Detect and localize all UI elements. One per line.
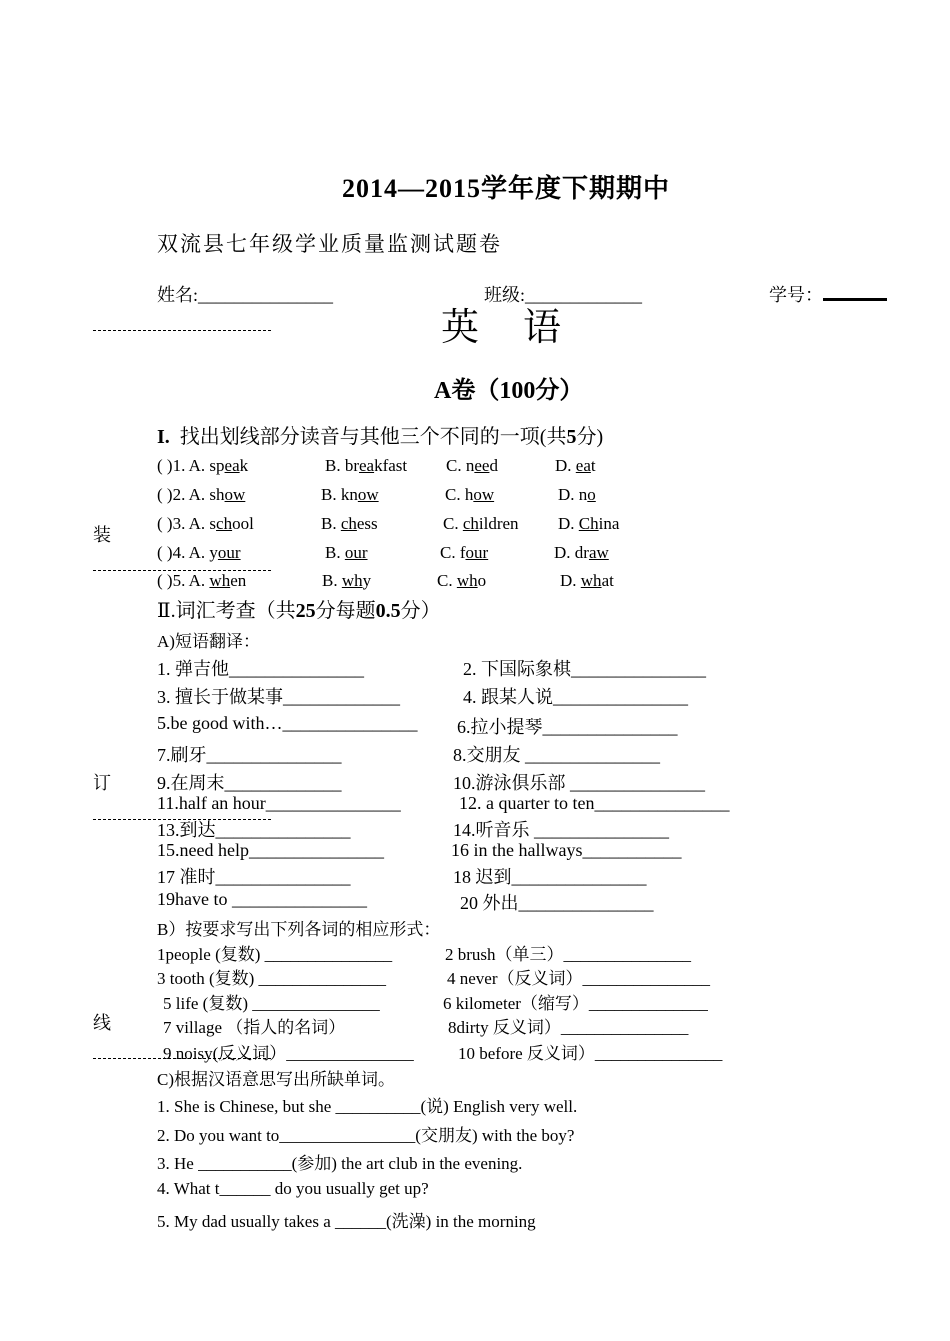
list-item: 10 before 反义词）_______________	[458, 1044, 723, 1063]
question-number: ( )2. A. show	[157, 485, 246, 504]
question-number: ( )3. A. school	[157, 514, 254, 533]
student-id-blank	[823, 282, 887, 301]
list-item: 10.游泳俱乐部 _______________	[453, 773, 705, 793]
page-title: 2014—2015学年度下期期中	[342, 174, 671, 203]
list-item: 2. 下国际象棋_______________	[463, 659, 706, 679]
option-c: C. who	[437, 571, 487, 590]
list-item: 1. 弹吉他_______________	[157, 659, 364, 679]
question-number: ( )5. A. when	[157, 571, 247, 590]
student-id-label: 学号：	[769, 285, 823, 305]
option-d: D. what	[560, 571, 614, 590]
subject-title: 英语	[441, 307, 606, 349]
name-field-label: 姓名:_______________	[157, 285, 334, 305]
partB-label: B）按要求写出下列各词的相应形式：	[157, 920, 441, 939]
question-number: ( )1. A. speak	[157, 456, 249, 475]
list-item: 8.交朋友 _______________	[453, 745, 660, 765]
binding-dash-line	[93, 330, 271, 331]
list-item: 3. 擅长于做某事_____________	[157, 687, 400, 707]
list-item: 14.听音乐 _______________	[453, 820, 669, 840]
option-b: B. chess	[321, 514, 378, 533]
question-number: ( )4. A. your	[157, 543, 241, 562]
list-item: 3 tooth (复数) _______________	[157, 969, 387, 988]
list-item: 2. Do you want to________________(交朋友) with the boy?	[157, 1126, 575, 1145]
list-item: 16 in the hallways___________	[451, 840, 682, 860]
list-item: 5.be good with…_______________	[157, 713, 418, 733]
option-c: C. four	[440, 543, 489, 562]
list-item: 6.拉小提琴_______________	[457, 717, 678, 737]
list-item: 8dirty 反义词）_______________	[448, 1018, 689, 1037]
class-field-label: 班级:_____________	[484, 285, 643, 305]
option-c: C. children	[443, 514, 519, 533]
list-item: 20 外出_______________	[460, 893, 654, 913]
option-c: C. how	[445, 485, 495, 504]
list-item: 18 迟到_______________	[453, 867, 647, 887]
list-item: 4 never（反义词）_______________	[447, 969, 711, 988]
list-item: 9 noisy(反义词）_______________	[163, 1044, 414, 1063]
list-item: 17 准时_______________	[157, 867, 351, 887]
student-id-field	[769, 281, 887, 307]
option-d: D. no	[558, 485, 596, 504]
list-item: 15.need help_______________	[157, 840, 384, 860]
option-b: B. know	[321, 485, 379, 504]
option-c: C. need	[446, 456, 498, 475]
list-item: 12. a quarter to ten_______________	[459, 793, 730, 813]
partA-label: A)短语翻译：	[157, 632, 260, 651]
side-label-zhuang: 装	[93, 525, 111, 545]
partC-label: C)根据汉语意思写出所缺单词。	[157, 1070, 395, 1089]
list-item: 19have to _______________	[157, 889, 367, 909]
side-label-xian: 线	[93, 1013, 111, 1033]
list-item: 5 life (复数) _______________	[163, 994, 380, 1013]
side-label-ding: 订	[93, 773, 111, 793]
option-d: D. eat	[555, 456, 596, 475]
option-b: B. why	[322, 571, 372, 590]
list-item: 6 kilometer（缩写）______________	[443, 994, 708, 1013]
option-d: D. draw	[554, 543, 609, 562]
list-item: 4. What t______ do you usually get up?	[157, 1179, 429, 1198]
option-b: B. breakfast	[325, 456, 408, 475]
list-item: 13.到达_______________	[157, 820, 351, 840]
list-item: 11.half an hour_______________	[157, 793, 401, 813]
option-b: B. our	[325, 543, 368, 562]
section1-heading: I. 找出划线部分读音与其他三个不同的一项(共5分)	[157, 426, 604, 448]
list-item: 3. He ___________(参加) the art club in the evening.	[157, 1154, 523, 1173]
list-item: 2 brush（单三）_______________	[445, 945, 692, 964]
list-item: 1people (复数) _______________	[157, 945, 393, 964]
option-d: D. China	[558, 514, 620, 533]
list-item: 4. 跟某人说_______________	[463, 687, 688, 707]
list-item: 7 village （指人的名词）	[163, 1018, 346, 1037]
section2-heading: Ⅱ.词汇考查（共25分每题0.5分）	[157, 600, 441, 622]
list-item: 1. She is Chinese, but she __________(说) English very well.	[157, 1097, 578, 1116]
list-item: 9.在周末_____________	[157, 773, 342, 793]
list-item: 5. My dad usually takes a ______(洗澡) in the morning	[157, 1212, 536, 1231]
list-item: 7.刷牙_______________	[157, 745, 342, 765]
page-subtitle: 双流县七年级学业质量监测试题卷	[157, 232, 502, 256]
paper-label: A卷（100分）	[434, 378, 584, 404]
